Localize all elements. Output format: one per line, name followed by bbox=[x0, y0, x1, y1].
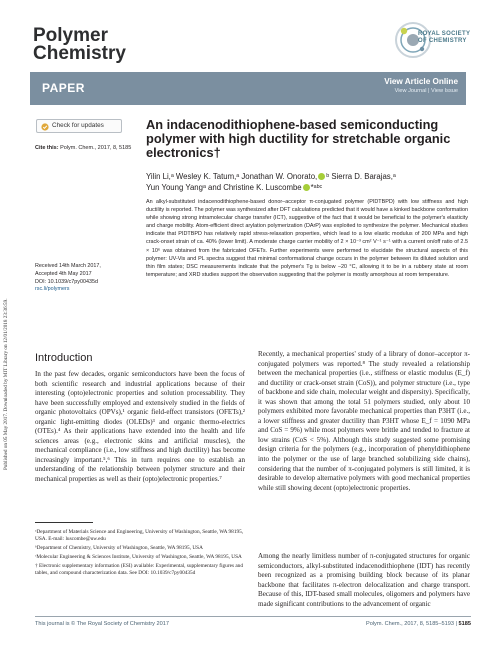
footer-copyright: This journal is © The Royal Society of Chemistry 2017 bbox=[35, 621, 169, 627]
body-text-right-column: Recently, a mechanical properties' study of a library of donor–acceptor π-conjugated polymers was reported.⁸ The study revealed a relationship between the mechanical properties (i.e., stiffness or elastic modulus (E_f) and ductility or crack-onset strain (CoS)), and polymer structure (i.e., type of backbone and side chain, molecular weight and dispersity). Specifically, it was shown that among the total 51 polymers studied, only about 10 polymers exhibited more favorable mechanical properties than P3HT (i.e., a lower stiffness and greater ductility than P3HT whose E_f = 1090 MPa and CoS = 9%) while most polymers were brittle and tended to fracture at low strains (CoS < 5%). Although this study suggested some promising design criteria for the polymers (e.g., incorporation of phenyldithiophene into the polymer or the use of large branched solubilizing side chains), considering that the number of π-conjugated polymers is still limited, it is desirable to develop alternative polymers with good mechanical properties while still showing decent (opto)electronic properties. bbox=[258, 350, 470, 492]
accepted-date: Accepted 4th May 2017 bbox=[35, 270, 92, 277]
footnote: ᵃDepartment of Materials Science and Engineering, University of Washington, Seattle, WA 98195, USA. E-mail: luscombe@uw.edu bbox=[35, 529, 244, 543]
orcid-icon[interactable] bbox=[318, 173, 325, 180]
footnotes bbox=[35, 529, 245, 579]
view-article-online-link[interactable]: View Article Online bbox=[384, 77, 458, 86]
doi[interactable]: DOI: 10.1039/c7py00435d bbox=[35, 278, 98, 285]
citation: Cite this: Polym. Chem., 2017, 8, 5185 bbox=[35, 145, 132, 151]
footer-journal-info: Polym. Chem., 2017, 8, 5185–5193 | 5185 bbox=[365, 621, 471, 627]
orcid-icon[interactable] bbox=[303, 184, 310, 191]
footnote-divider bbox=[35, 522, 93, 523]
footer-divider bbox=[35, 616, 471, 617]
check-for-updates-button[interactable]: Check for updates bbox=[36, 119, 122, 133]
body-text-right-column-continued: Among the nearly limitless number of π-conjugated structures for organic semiconductors, alkyl-substituted indacenodithiophene (IDT) has recently been recognized as a promising building block because of its planar backbone that facilitates π-electron delocalization and charge transport. Because of this, IDT-based small molecules, oligomers and polymers have made significant contributions to the advancement of organic bbox=[258, 552, 470, 608]
download-note: Published on 05 May 2017. Downloaded by MIT Library on 12/01/2018 23:36:59. bbox=[3, 298, 9, 470]
article-type-banner bbox=[30, 72, 466, 105]
check-updates-icon bbox=[41, 123, 49, 131]
article-type-label: PAPER bbox=[42, 81, 85, 95]
footnote: ᶜMolecular Engineering & Sciences Institute, University of Washington, Seattle, WA 98195, USA bbox=[35, 553, 242, 560]
article-title: An indacenodithiophene-based semiconducting polymer with high ductility for stretchable organic electronics† bbox=[146, 117, 451, 160]
journal-title[interactable]: Polymer Chemistry bbox=[33, 25, 126, 64]
received-date: Received 14th March 2017, bbox=[35, 263, 101, 269]
rsc-logo-text: ROYAL SOCIETY OF CHEMISTRY bbox=[418, 31, 471, 44]
page-number: 5185 bbox=[458, 621, 471, 627]
rsc-link[interactable]: rsc.li/polymers bbox=[35, 286, 70, 293]
footnote: ᵇDepartment of Chemistry, University of Washington, Seattle, WA 98195, USA bbox=[35, 545, 203, 552]
article-dates bbox=[35, 263, 133, 294]
body-text-left-column: In the past few decades, organic semiconductors have been the focus of both scientific research and industrial applications because of their interesting (opto)electronic properties and solution processability. They have been successfully employed and extensively studied in the fields of organic photovoltaics (OPVs),¹ organic field-effect transistors (OFETs),² organic light-emitting diodes (OLEDs)³ and organic thermo-electrics (OTEs).⁴ As their applications have extended into the health and life sciences areas (e.g., electronic skins and artificial muscles), the mechanical compliance (i.e., low stiffness and high ductility) has become increasingly important.⁵,⁶ This in turn requires one to establish an understanding of the relationship between polymer structure and their mechanical properties as well as their (opto)electronic properties.⁷ bbox=[35, 370, 245, 484]
section-heading-introduction: Introduction bbox=[35, 352, 93, 364]
abstract: An alkyl-substituted indacenodithiophene-based donor–acceptor π-conjugated polymer (PIDTBPD) with low stiffness and high ductility is reported. The polymer was synthesized after DFT calculations predicted that it would have a kinked backbone conformation while showing strong intramolecular charge transfer (ICT), suggestive of the fact that it would be beneficial to the polymer's elasticity and charge mobility. Atom-efficient direct arylation polymerization (DArP) was exploited to synthesize the polymer. Mechanical studies indicate that PIDTBPD has relatively rapid stress-relaxation properties, which lead to a low elastic modulus of 200 MPa and high crack-onset strain of ca. 40% (lower limit). A moderate charge carrier mobility of 2 × 10⁻³ cm² V⁻¹ s⁻¹ with a current on/off ratio of 2.5 × 10⁶ was obtained from the fabricated OFETs. Further experiments were performed to elucidate the structural aspects of this polymer: UV-Vis and PL spectra suggest that minimal conformational change occurs in the polymer between its diluted solution and thin film states; DSC measurements indicate that the polymer's Tg is below −20 °C, allowing it to be in a rubbery state at room temperature; and XRD studies support the observation suggesting that the polymer is mostly amorphous at room temperature. bbox=[146, 199, 468, 278]
footnote: † Electronic supplementary information (ESI) available: Experimental, supplementary figures and tables, and compound characterization data. See DOI: 10.1039/c7py00435d bbox=[35, 562, 243, 576]
view-journal-issue-link[interactable]: View Journal | View Issue bbox=[394, 88, 458, 94]
author-list: Yilin Li,ᵃ Wesley K. Tatum,ᵃ Jonathan W. Onorato, ᵇ Sierra D. Barajas,ᵃ Yun Young Yangᵃ and Christine K. Luscombe *ᵃᵇᶜ bbox=[146, 172, 396, 192]
